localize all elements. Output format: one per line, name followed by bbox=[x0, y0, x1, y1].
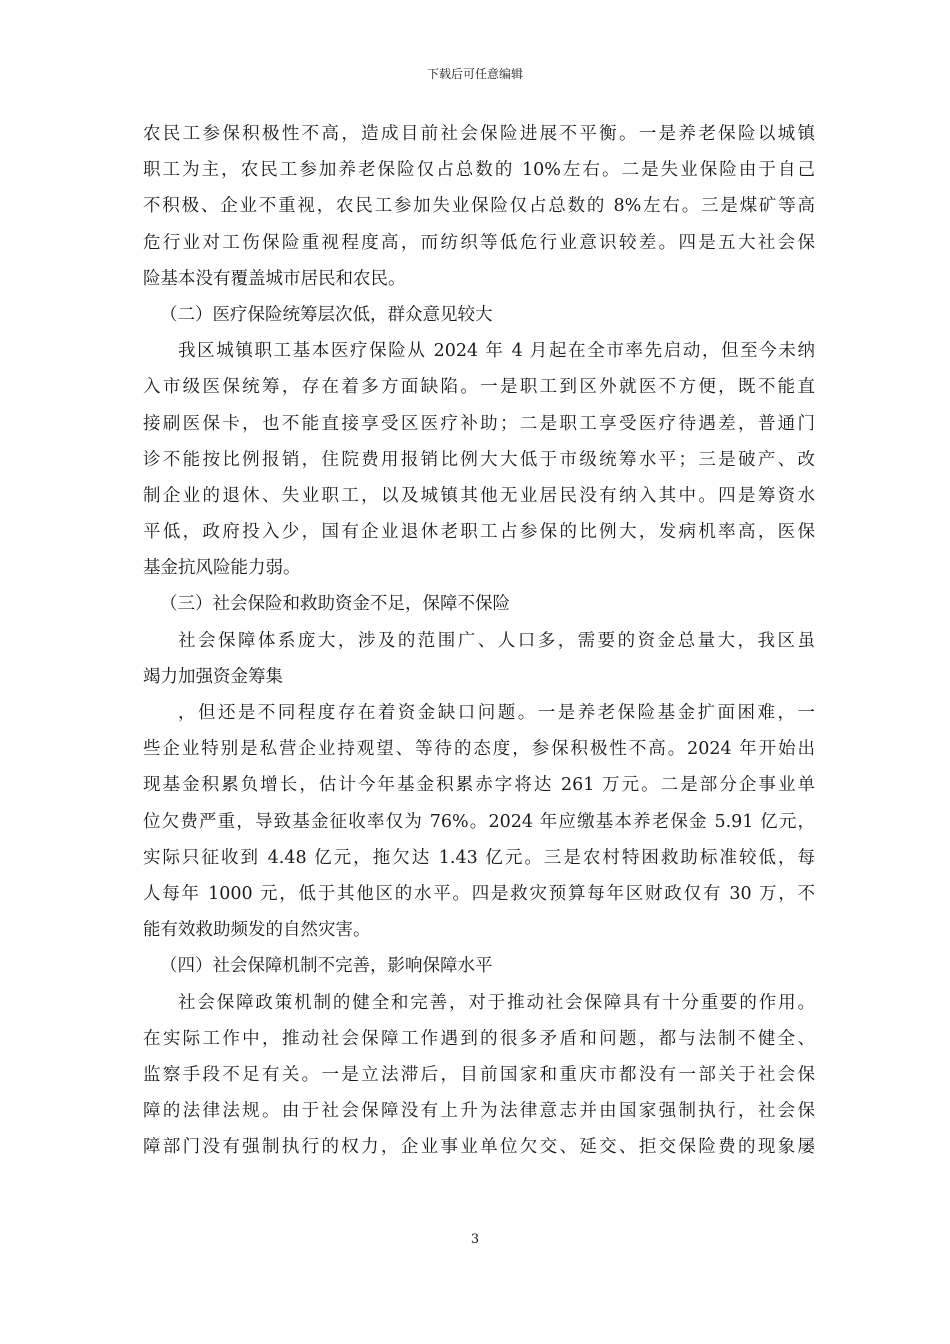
body-line: 险基本没有覆盖城市居民和农民。 bbox=[143, 268, 406, 289]
body-line: 社会保障政策机制的健全和完善，对于推动社会保障具有十分重要的作用。 bbox=[178, 992, 815, 1013]
body-line: 我区城镇职工基本医疗保险从 2024 年 4 月起在全市率先启动，但至今未纳 bbox=[178, 341, 815, 362]
body-line: 人每年 1000 元，低于其他区的水平。四是救灾预算每年区财政仅有 30 万，不 bbox=[143, 883, 815, 904]
body-line: 农民工参保积极性不高，造成目前社会保险进展不平衡。一是养老保险以城镇 bbox=[143, 124, 815, 144]
body-line: 竭力加强资金筹集 bbox=[143, 666, 283, 687]
body-line: ，但还是不同程度存在着资金缺口问题。一是养老保险基金扩面困难，一 bbox=[178, 703, 815, 723]
body-line: 实际只征收到 4.48 亿元，拖欠达 1.43 亿元。三是农村特困救助标准较低，每 bbox=[143, 847, 815, 868]
body-line: 现基金积累负增长，估计今年基金积累赤字将达 261 万元。二是部分企事业单 bbox=[143, 775, 815, 796]
body-line: 位欠费严重，导致基金征收率仅为 76%。2024 年应缴基本养老保金 5.91 亿元， bbox=[143, 811, 815, 832]
page-number: 3 bbox=[470, 1232, 480, 1247]
body-line: 监察手段不足有关。一是立法滞后，目前国家和重庆市都没有一部关于社会保 bbox=[143, 1064, 815, 1085]
document-body bbox=[143, 116, 815, 1165]
body-line: 制企业的退休、失业职工，以及城镇其他无业居民没有纳入其中。四是筹资水 bbox=[143, 485, 815, 506]
body-line: 入市级医保统筹，存在着多方面缺陷。一是职工到区外就医不方便，既不能直 bbox=[143, 377, 815, 398]
body-line: 职工为主，农民工参加养老保险仅占总数的 10%左右。二是失业保险由于自己 bbox=[143, 160, 815, 181]
body-line: 不积极、企业不重视，农民工参加失业保险仅占总数的 8%左右。三是煤矿等高 bbox=[143, 196, 815, 217]
body-line: 障的法律法规。由于社会保障没有上升为法律意志并由国家强制执行，社会保 bbox=[143, 1101, 815, 1122]
body-line: 在实际工作中，推动社会保障工作遇到的很多矛盾和问题，都与法制不健全、 bbox=[143, 1028, 815, 1049]
section-heading: （二）医疗保险统筹层次低，群众意见较大 bbox=[160, 304, 493, 325]
body-line: 平低，政府投入少，国有企业退休老职工占参保的比例大，发病机率高，医保 bbox=[143, 522, 815, 543]
body-line: 危行业对工伤保险重视程度高，而纺织等低危行业意识较差。四是五大社会保 bbox=[143, 232, 815, 253]
section-heading: （三）社会保险和救助资金不足，保障不保险 bbox=[160, 594, 510, 615]
body-line: 诊不能按比例报销，住院费用报销比例大大低于市级统筹水平；三是破产、改 bbox=[143, 449, 815, 470]
section-heading: （四）社会保障机制不完善，影响保障水平 bbox=[160, 956, 493, 977]
body-line: 能有效救助频发的自然灾害。 bbox=[143, 920, 371, 941]
body-line: 社会保障体系庞大，涉及的范围广、人口多，需要的资金总量大，我区虽 bbox=[178, 630, 815, 651]
body-line: 些企业特别是私营企业持观望、等待的态度，参保积极性不高。2024 年开始出 bbox=[143, 739, 815, 760]
body-line: 障部门没有强制执行的权力，企业事业单位欠交、延交、拒交保险费的现象屡 bbox=[143, 1137, 815, 1158]
body-line: 接刷医保卡，也不能直接享受区医疗补助；二是职工享受医疗待遇差，普通门 bbox=[143, 413, 815, 434]
body-line: 基金抗风险能力弱。 bbox=[143, 558, 301, 579]
page-header: 下载后可任意编辑 bbox=[426, 67, 523, 81]
